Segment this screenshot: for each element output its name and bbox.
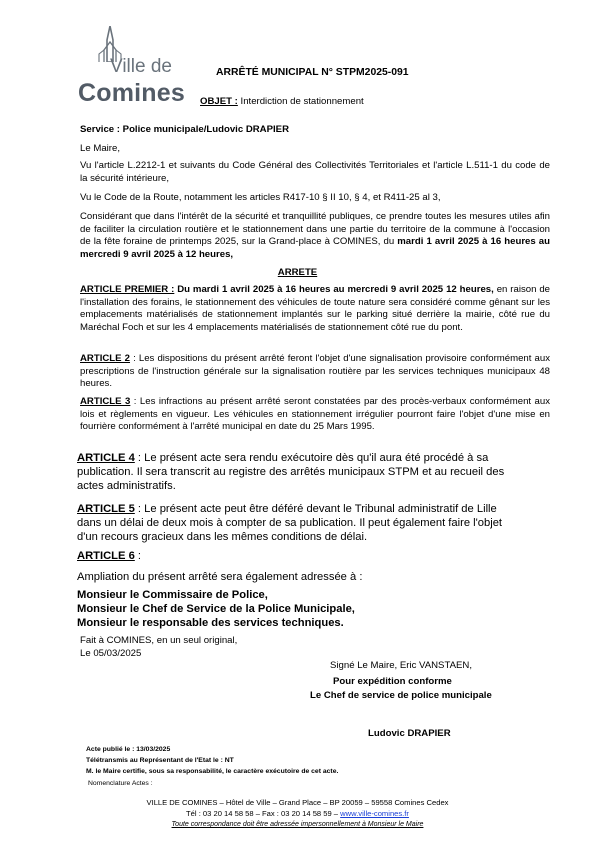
objet-line bbox=[200, 96, 364, 109]
article-4-text: : Le présent acte sera rendu exécutoire dès qu'il aura été procédé à sa publication. Il sera transcrit au registre des arrêtés municipaux STPM et au recueil des actes administratifs. bbox=[77, 452, 505, 492]
considerant-dates: mardi 1 avril 2025 à 16 heures au mercredi 9 avril 2025 à 12 heures, bbox=[80, 236, 550, 260]
article-1-dates: Du mardi 1 avril 2025 à 16 heures au mercredi 9 avril 2025 12 heures, bbox=[174, 284, 494, 295]
certification: M. le Maire certifie, sous sa responsabilité, le caractère exécutoire de cet acte. bbox=[86, 768, 339, 775]
article-5 bbox=[77, 502, 522, 544]
article-1-text: en raison de l'installation des forains, le stationnement des véhicules de toute nature sera considéré comme gênant sur les emplacements matérialisés de stationnement implantés sur le parking situé derrière la mairie, côté rue du Maréchal Foch et sur les 4 emplacements matérialisés de stationnement côté rue du pont. bbox=[80, 284, 550, 333]
article-5-text: : Le présent acte peut être déféré devant le Tribunal administratif de Lille dans un délai de deux mois à compter de sa publication. Il peut également faire l'objet d'un recours gracieux dans les mêmes conditions de délai. bbox=[77, 503, 503, 543]
article-3-text: : Les infractions au présent arrêté seront constatées par des procès-verbaux conformément aux lois et règlements en vigueur. Les véhicules en stationnement irrégulier pourront faire l'objet d'une mise en fourrière conformément à l'arrêté municipal en date du 25 Mars 1995. bbox=[80, 396, 550, 433]
article-6-label: ARTICLE 6 bbox=[77, 550, 135, 562]
article-1 bbox=[80, 284, 550, 334]
city-logo bbox=[78, 26, 196, 108]
logo-line2: Comines bbox=[78, 79, 185, 107]
article-1-label: ARTICLE PREMIER : bbox=[80, 284, 175, 295]
considerant-text: Considérant que dans l'intérêt de la sécurité et tranquillité publiques, ce prendre toutes les mesures utiles afin de faciliter la circulation routière et le stationnement dans une partie du territoire de la commune à l'occasion de la fête foraine de printemps 2025, sur la Grand-place à COMINES, du bbox=[80, 211, 550, 248]
recipient-commissaire: Monsieur le Commissaire de Police, bbox=[77, 589, 268, 601]
signature-chef: Le Chef de service de police municipale bbox=[310, 690, 492, 701]
article-6-text: : bbox=[134, 550, 142, 562]
article-2-text: : Les dispositions du présent arrêté feront l'objet d'une signalisation provisoire conformément aux prescriptions de l'instruction générale sur la signalisation routière par les services techniques municipaux 48 heures. bbox=[80, 353, 550, 390]
signature-pour: Pour expédition conforme bbox=[333, 676, 452, 687]
acte-publie: Acte publié le : 13/03/2025 bbox=[86, 746, 171, 753]
article-6 bbox=[77, 549, 141, 563]
logo-line1: Ville de bbox=[110, 56, 172, 77]
article-2-label: ARTICLE 2 bbox=[80, 353, 131, 364]
fait-line: Fait à COMINES, en un seul original, bbox=[80, 635, 238, 646]
objet-label: OBJET : bbox=[200, 96, 238, 107]
date-line: Le 05/03/2025 bbox=[80, 648, 142, 659]
recipients-list bbox=[77, 588, 355, 630]
article-3-label: ARTICLE 3 bbox=[80, 396, 131, 407]
vu-paragraph-1: Vu l'article L.2212-1 et suivants du Code Général des Collectivités Territoriales et l'article L.511-1 du code de la sécurité intérieure, bbox=[80, 160, 550, 184]
recipient-chef-police: Monsieur le Chef de Service de la Police Municipale, bbox=[77, 603, 355, 615]
ampliation-line: Ampliation du présent arrêté sera également adressée à : bbox=[77, 571, 363, 583]
article-2 bbox=[80, 353, 550, 391]
article-4-label: ARTICLE 4 bbox=[77, 452, 135, 464]
footer-contact bbox=[0, 809, 595, 819]
nomenclature: Nomenclature Actes : bbox=[88, 780, 153, 787]
website-link[interactable]: www.ville-comines.fr bbox=[340, 809, 409, 818]
footer-phone-fax: Tél : 03 20 14 58 58 – Fax : 03 20 14 58 59 – bbox=[186, 809, 341, 818]
signature-name: Ludovic DRAPIER bbox=[368, 728, 451, 739]
recipient-services-techniques: Monsieur le responsable des services techniques. bbox=[77, 617, 344, 629]
signature-signe: Signé Le Maire, Eric VANSTAEN, bbox=[330, 660, 472, 671]
considerant-paragraph bbox=[80, 211, 550, 261]
arrete-heading: ARRETE bbox=[277, 267, 318, 278]
objet-text: Interdiction de stationnement bbox=[237, 96, 364, 107]
teletransmis: Télétransmis au Représentant de l'Etat le : NT bbox=[86, 757, 234, 764]
vu-paragraph-2: Vu le Code de la Route, notamment les articles R417-10 § II 10, § 4, et R411-25 al 3, bbox=[80, 192, 441, 203]
footer-address: VILLE DE COMINES – Hôtel de Ville – Grand Place – BP 20059 – 59558 Comines Cedex bbox=[146, 798, 449, 807]
article-3 bbox=[80, 396, 550, 434]
article-5-label: ARTICLE 5 bbox=[77, 503, 135, 515]
service-line: Service : Police municipale/Ludovic DRAPIER bbox=[80, 124, 289, 135]
footer-notice: Toute correspondance doit être adressée impersonnellement à Monsieur le Maire bbox=[171, 821, 424, 828]
salutation: Le Maire, bbox=[80, 143, 120, 154]
article-4 bbox=[77, 451, 522, 493]
page-title: ARRÊTÉ MUNICIPAL N° STPM2025-091 bbox=[216, 67, 409, 78]
